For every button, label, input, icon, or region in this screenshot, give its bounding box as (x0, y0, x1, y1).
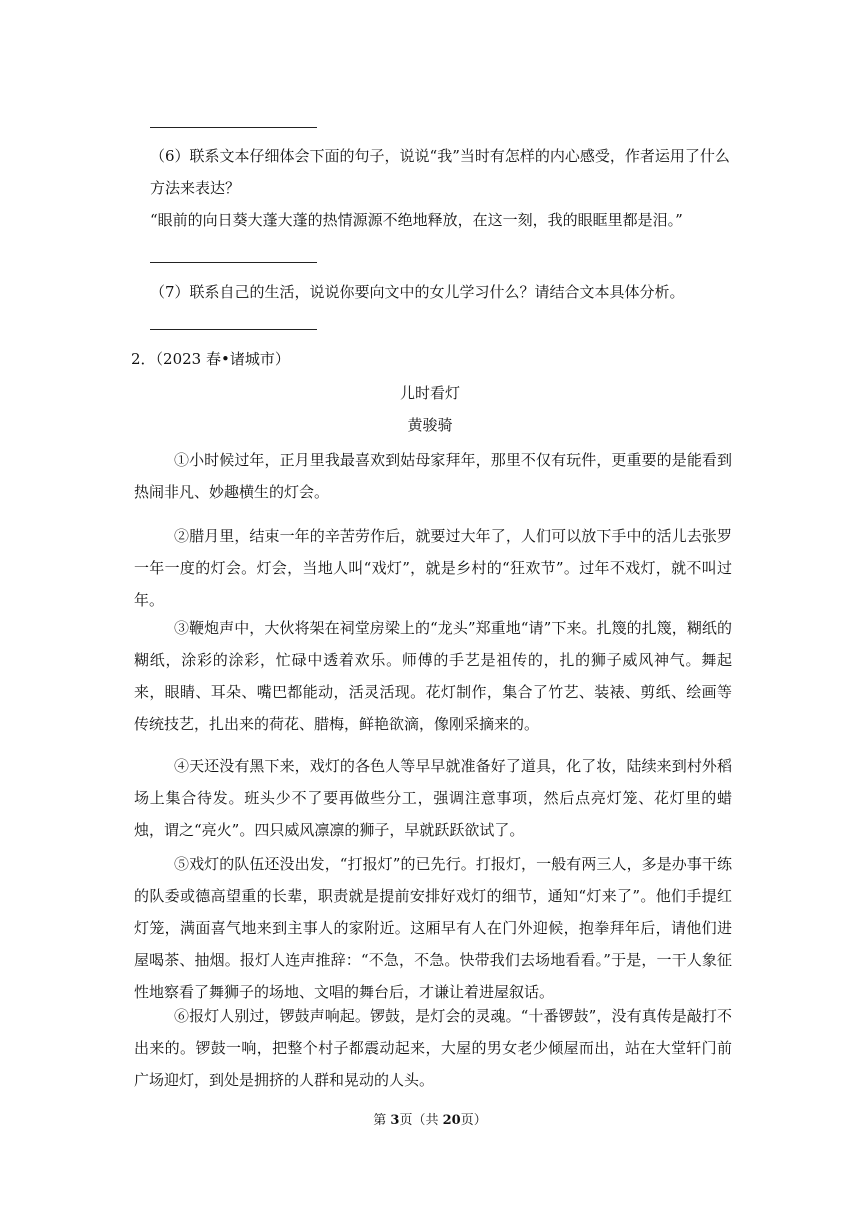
question-6-prompt: （6）联系文本仔细体会下面的句子，说说“我”当时有怎样的内心感受，作者运用了什么方法来表达？ (150, 147, 730, 197)
article-author: 黄骏骑 (407, 416, 453, 434)
footer-total-pages: 20 (442, 1113, 461, 1128)
footer-prefix: 第 (373, 1113, 391, 1128)
article-paragraph-1: ①小时候过年，正月里我最喜欢到姑母家拜年，那里不仅有玩件，更重要的是能看到热闹非凡、妙趣横生的灯会。 (134, 451, 732, 501)
question-number: 2． (131, 350, 156, 368)
footer-middle: 页（共 (399, 1113, 443, 1128)
question-2-header (131, 343, 721, 375)
article-paragraph-3: ③鞭炮声中，大伙将架在祠堂房梁上的“龙头”郑重地“请”下来。扎篾的扎篾，糊纸的糊纸，涂彩的涂彩，忙碌中透着欢乐。师傅的手艺是祖传的，扎的狮子威风神气。舞起来，眼睛、耳朵、嘴巴都能动，活灵活现。花灯制作，集合了竹艺、装裱、剪纸、绘画等传统技艺，扎出来的荷花、腊梅，鲜艳欲滴，像刚采摘来的。 (134, 619, 732, 733)
article-title: 儿时看灯 (399, 384, 460, 402)
question-6-quote: “眼前的向日葵大蓬大蓬的热情源源不绝地释放，在这一刻，我的眼眶里都是泪。” (150, 211, 683, 229)
answer-line-q6 (150, 262, 317, 263)
footer-page-number: 3 (390, 1113, 400, 1128)
article-paragraph-2: ②腊月里，结束一年的辛苦劳作后，就要过大年了，人们可以放下手中的活儿去张罗一年一度的灯会。灯会，当地人叫“戏灯”，就是乡村的“狂欢节”。过年不戏灯，就不叫过年。 (134, 527, 732, 609)
answer-line-q5 (150, 127, 317, 128)
question-source: （2023 春•诸城市） (155, 350, 290, 368)
article-paragraph-5: ⑤戏灯的队伍还没出发，“打报灯”的已先行。打报灯，一般有两三人，多是办事干练的队委或德高望重的长辈，职责就是提前安排好戏灯的细节，通知“灯来了”。他们手提红灯笼，满面喜气地来到主事人的家附近。这厢早有人在门外迎候，抱拳拜年后，请他们进屋喝茶、抽烟。报灯人连声推辞：“不急，不急。快带我们去场地看看。”于是，一干人象征性地察看了舞狮子的场地、文唱的舞台后，才谦让着进屋叙话。 (134, 855, 732, 1001)
article-paragraph-6: ⑥报灯人别过，锣鼓声响起。锣鼓，是灯会的灵魂。“十番锣鼓”，没有真传是敲打不出来的。锣鼓一响，把整个村子都震动起来，大屋的男女老少倾屋而出，站在大堂轩门前广场迎灯，到处是拥挤的人群和晃动的人头。 (134, 1007, 732, 1089)
answer-line-q7 (150, 329, 317, 330)
page-footer (0, 1112, 860, 1130)
article-paragraph-4: ④天还没有黑下来，戏灯的各色人等早早就准备好了道具，化了妆，陆续来到村外稻场上集合待发。班头少不了要再做些分工，强调注意事项，然后点亮灯笼、花灯里的蜡烛，谓之“亮火”。四只威风凛凛的狮子，早就跃跃欲试了。 (134, 757, 732, 839)
footer-suffix: 页） (460, 1113, 487, 1128)
question-7-prompt: （7）联系自己的生活，说说你要向文中的女儿学习什么？请结合文本具体分析。 (150, 283, 685, 301)
